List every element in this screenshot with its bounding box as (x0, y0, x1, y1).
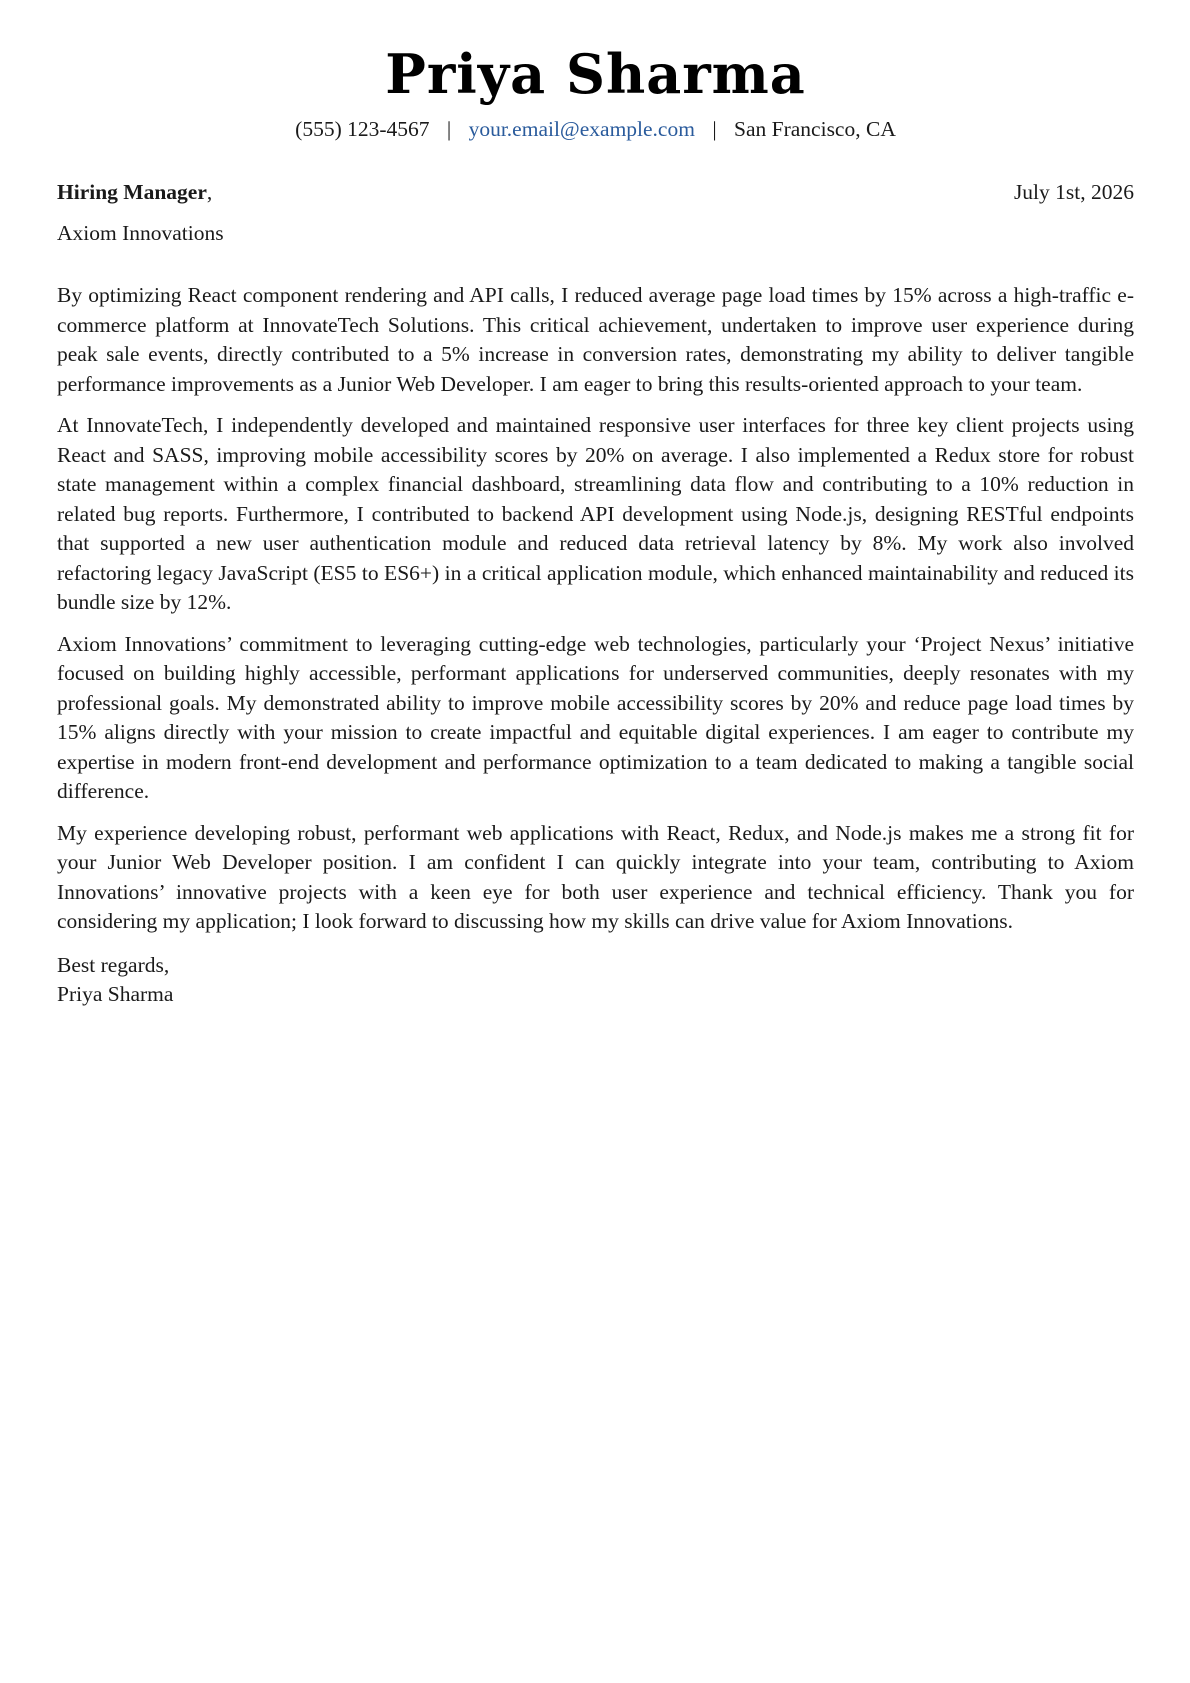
letter-body (57, 281, 1134, 1010)
phone-number: (555) 123-4567 (295, 117, 430, 141)
body-paragraph: Axiom Innovations’ commitment to leveraging cutting-edge web technologies, particularly your ‘Project Nexus’ initiative focused on building highly accessible, performant applications for underserved communities, deeply resonates with my professional goals. My demonstrated ability to improve mobile accessibility scores by 20% and reduce page load times by 15% aligns directly with your mission to create impactful and equitable digital experiences. I am eager to contribute my expertise in modern front-end development and performance optimization to a team dedicated to making a tangible social difference. (57, 631, 1134, 803)
closing-salutation: Best regards, (57, 952, 170, 977)
closing-block (57, 951, 1134, 1010)
body-paragraph: At InnovateTech, I independently developed and maintained responsive user interfaces for three key client projects using React and SASS, improving mobile accessibility scores by 20% on average. I also implemented a Redux store for robust state management within a complex financial dashboard, streamlining data flow and contributing to a 10% reduction in related bug reports. Furthermore, I contributed to backend API development using Node.js, designing RESTful endpoints that supported a new user authentication module and reduced data retrieval latency by 8%. My work also involved refactoring legacy JavaScript (ES5 to ES6+) in a critical application module, which enhanced maintainability and reduced its bundle size by 12%. (57, 413, 1134, 614)
recipient-title: Hiring Manager (57, 180, 207, 204)
contact-separator: | (712, 117, 717, 141)
contact-line (57, 114, 1134, 144)
letter-date: July 1st, 2026 (1013, 180, 1134, 204)
location: San Francisco, CA (734, 117, 896, 141)
body-paragraph: My experience developing robust, performant web applications with React, Redux, and Node.js makes me a strong fit for your Junior Web Developer position. I am confident I can quickly integrate into your team, contributing to Axiom Innovations’ innovative projects with a keen eye for both user experience and technical efficiency. Thank you for considering my application; I look forward to discussing how my skills can drive value for Axiom Innovations. (57, 820, 1134, 933)
body-paragraph: By optimizing React component rendering and API calls, I reduced average page load times by 15% across a high-traffic e-commerce platform at InnovateTech Solutions. This critical achievement, undertaken to improve user experience during peak sale events, directly contributed to a 5% increase in conversion rates, demonstrating my ability to deliver tangible performance improvements as a Junior Web Developer. I am eager to bring this results-oriented approach to your team. (57, 283, 1134, 396)
applicant-name: Priya Sharma (385, 42, 806, 106)
recipient-company: Axiom Innovations (57, 221, 224, 245)
closing-signature: Priya Sharma (57, 982, 174, 1006)
email-link[interactable]: your.email@example.com (468, 117, 695, 141)
recipient-suffix: , (206, 180, 213, 204)
recipient-line (57, 177, 212, 207)
contact-separator: | (446, 117, 452, 141)
